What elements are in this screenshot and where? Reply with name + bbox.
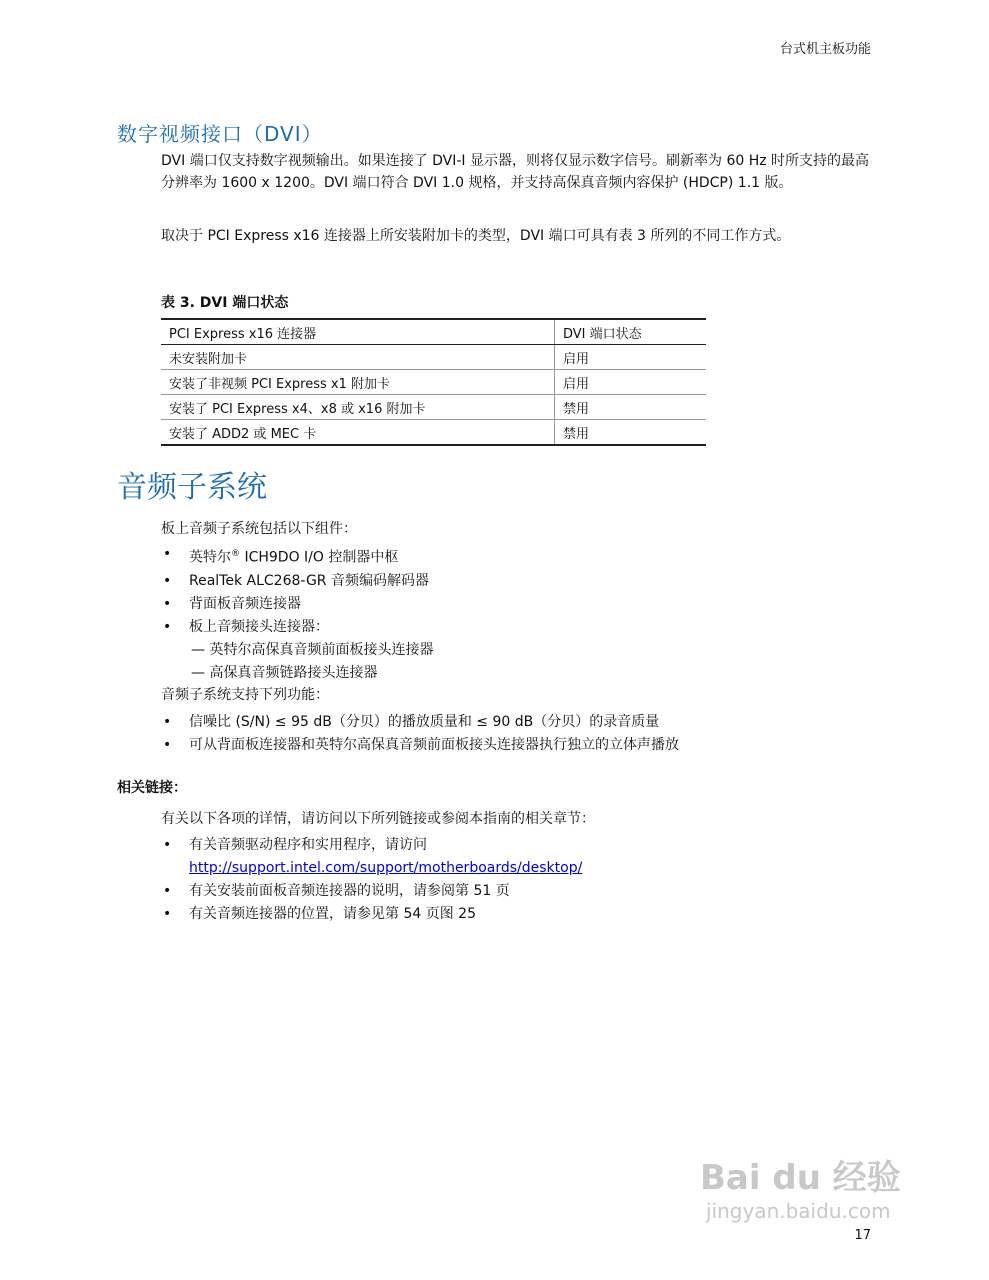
table-header-cell: PCI Express x16 连接器: [161, 319, 555, 345]
watermark-url: jingyan.baidu.com: [706, 1199, 891, 1223]
list-item: • 有关音频连接器的位置，请参见第 54 页图 25: [161, 903, 881, 926]
watermark-logo-text: Bai du 经验: [700, 1158, 901, 1198]
bullet-icon: •: [163, 737, 172, 753]
related-intro: 有关以下各项的详情，请访问以下所列链接或参阅本指南的相关章节：: [161, 811, 595, 827]
table-caption: 表 3. DVI 端口状态: [161, 295, 289, 311]
bullet-icon: •: [163, 883, 172, 899]
sub-list-item: — 英特尔高保真音频前面板接头连接器: [191, 641, 434, 658]
related-links-list: [161, 834, 881, 926]
page-number: 17: [854, 1228, 871, 1243]
list-item: • RealTek ALC268-GR 音频编码解码器: [161, 570, 881, 593]
table-cell: 禁用: [555, 420, 707, 446]
table-header-row: [161, 319, 706, 345]
dvi-heading: 数字视频接口（DVI）: [117, 122, 323, 146]
sub-list-item: — 高保真音频链路接头连接器: [191, 664, 378, 681]
bullet-icon: •: [163, 837, 172, 853]
support-link[interactable]: http://support.intel.com/support/motherboards/desktop/: [189, 860, 583, 876]
bullet-icon: •: [163, 572, 172, 589]
features-intro: 音频子系统支持下列功能：: [161, 687, 329, 703]
table-cell: 启用: [555, 345, 707, 370]
bullet-icon: •: [163, 714, 172, 730]
running-header: 台式机主板功能: [779, 42, 871, 57]
bullet-icon: •: [163, 595, 172, 612]
audio-intro: 板上音频子系统包括以下组件：: [161, 521, 357, 537]
table-cell: 启用: [555, 370, 707, 395]
table-row: [161, 420, 706, 446]
audio-heading: 音频子系统: [117, 470, 267, 505]
table-header-cell: DVI 端口状态: [555, 319, 707, 345]
dvi-paragraph-1: DVI 端口仅支持数字视频输出。如果连接了 DVI-I 显示器，则将仅显示数字信号。刷新率为 60 Hz 时所支持的最高分辨率为 1600 x 1200。DVI 端口符合 DVI 1.0 规格，并支持高保真音频内容保护 (HDCP) 1.1 版。: [161, 153, 870, 191]
list-item: • 可从背面板连接器和英特尔高保真音频前面板接头连接器执行独立的立体声播放: [161, 734, 881, 757]
audio-features-list: [161, 711, 881, 757]
list-item: • 有关安装前面板音频连接器的说明，请参阅第 51 页: [161, 880, 881, 903]
list-item: • 背面板音频连接器: [161, 593, 881, 616]
bullet-icon: •: [163, 546, 172, 562]
watermark: [700, 1150, 901, 1223]
table-cell: 安装了 ADD2 或 MEC 卡: [161, 420, 555, 446]
table-cell: 禁用: [555, 395, 707, 420]
table-cell: 未安装附加卡: [161, 345, 555, 370]
bullet-icon: •: [163, 906, 172, 922]
table-row: [161, 370, 706, 395]
dvi-port-table: [161, 318, 706, 446]
related-links-heading: 相关链接：: [117, 780, 187, 796]
table-cell: 安装了 PCI Express x4、x8 或 x16 附加卡: [161, 395, 555, 420]
list-item: • 英特尔® ICH9DO I/O 控制器中枢: [161, 543, 881, 570]
table-row: [161, 345, 706, 370]
audio-components-list: [161, 543, 881, 685]
bullet-icon: •: [163, 618, 172, 635]
table-cell: 安装了非视频 PCI Express x1 附加卡: [161, 370, 555, 395]
list-item: • 板上音频接头连接器： — 英特尔高保真音频前面板接头连接器 — 高保真音频链路接头连接器: [161, 616, 881, 685]
list-item: • 有关音频驱动程序和实用程序，请访问 http://support.intel.com/support/motherboards/desktop/: [161, 834, 881, 880]
table-row: [161, 395, 706, 420]
list-item: • 信噪比 (S/N) ≤ 95 dB（分贝）的播放质量和 ≤ 90 dB（分贝）的录音质量: [161, 711, 881, 734]
dvi-paragraph-2: 取决于 PCI Express x16 连接器上所安装附加卡的类型，DVI 端口可具有表 3 所列的不同工作方式。: [161, 228, 791, 244]
